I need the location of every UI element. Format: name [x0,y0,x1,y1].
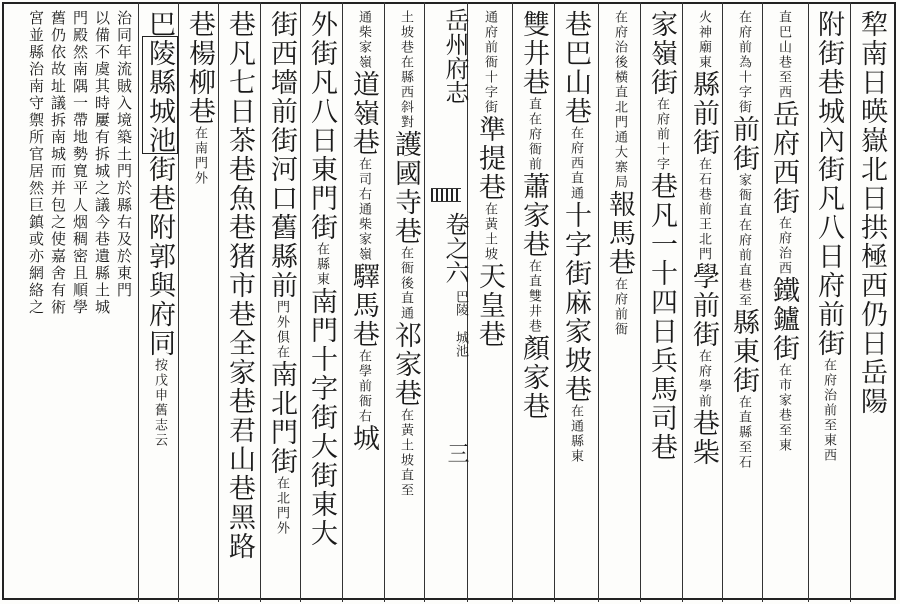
right-col-5: 火神廟東縣前街在石巷前王北門學前街在府學前巷柴 [688,10,719,467]
column-rule [850,2,851,602]
column-rule [762,2,763,602]
column-rule [808,2,809,602]
heading-box [142,36,178,154]
column-rule [384,2,385,602]
column-rule [218,2,219,602]
fishtail-ornament [431,188,461,202]
left-col-1: 土坡巷在縣西斜對護國寺巷在衙後直通祁家巷在黃土坡直至 [390,10,421,498]
section-label: 巴陵 城池 [453,290,468,357]
column-rule [640,2,641,602]
left-col-7: 巴陵縣城池街巷附郭與府同按戊申舊志云 [144,10,175,448]
left-col-2: 通柴家嶺道嶺巷在司右通柴家嶺驛馬巷在學前衙右城 [348,10,379,453]
column-rule [178,2,179,602]
column-rule [138,2,139,602]
right-col-3: 直巴山巷至西岳府西街在府治西鐵鑪街在市家巷至東 [768,10,799,453]
left-col-8: 治同年流賊入境築土門於縣右及於東門 [115,10,133,299]
column-rule [722,2,723,602]
column-rule [554,2,555,602]
right-col-1: 犂南日暎嶽北日拱極西仍日岳陽 [856,10,887,416]
right-col-8: 巷巴山巷在府西直通十字街麻家坡巷在通縣東 [560,10,591,464]
left-col-3: 外街凡八日東門街在縣東南門十字街大街東大 [306,10,337,548]
left-col-4: 街西墻前街河口舊縣前門外俱在南北門街在北門外 [266,10,297,536]
left-col-5: 巷凡七日茶巷魚巷猪市巷全家巷君山巷黑路 [224,10,255,561]
right-col-9: 雙井巷直在府衙前蕭家巷在直雙井巷顏家巷 [518,10,549,421]
left-col-11: 舊仍依故址議拆南城而并包之使嘉舍有術 [49,10,67,316]
column-rule [342,2,343,602]
column-rule [300,2,301,602]
right-col-2: 附街巷城內街凡八日府前街在府治前至東西 [813,10,844,463]
center-fold-band [424,2,468,602]
volume-label: 卷之六 [441,212,469,284]
left-col-12: 宮並縣治南守禦所官居然巨鎮或亦網絡之 [27,10,45,316]
book-title: 岳州府志 [441,8,469,104]
right-col-10: 通府前衙十字街準提巷在黃土坡天皇巷 [474,10,505,349]
left-col-9: 以備不虞其時屢有拆城之議今巷遺縣土城 [93,10,111,316]
left-col-10: 門殿然南隅一帶地勢寬平人烟稠密且順學 [71,10,89,316]
column-rule [598,2,599,602]
right-col-4: 在府前為十字街前街家衙直在府前直巷至縣東街在直縣至石 [728,10,759,470]
right-col-6: 家嶺街在府前十字巷凡一十四日兵馬司巷 [646,10,677,462]
page-number: 三 [444,442,469,464]
column-rule [260,2,261,602]
column-rule [682,2,683,602]
left-col-6: 巷楊柳巷在南門外 [184,10,215,186]
column-rule [512,2,513,602]
right-col-7: 在府治後橫直北門通大寨局報馬巷在府前衙 [604,10,635,337]
